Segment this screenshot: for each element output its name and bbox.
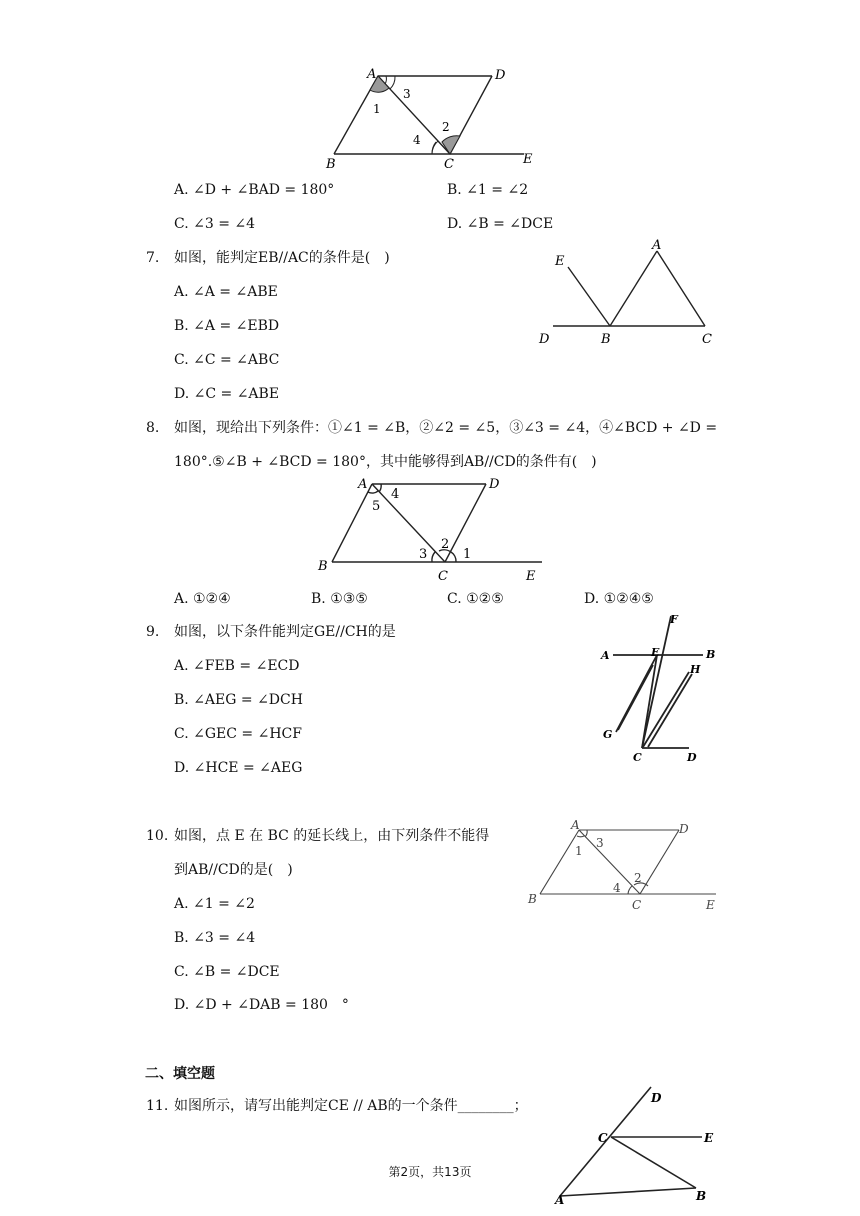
q9-label-D: D: [687, 751, 697, 764]
q6-label-C: C: [444, 157, 454, 170]
q6-label-B: B: [326, 157, 336, 170]
q9-option-d[interactable]: D. ∠HCE = ∠AEG: [174, 760, 303, 776]
q9-label-H: H: [690, 663, 701, 676]
q10-label-A: A: [571, 818, 580, 832]
q9-label-E: E: [651, 646, 660, 659]
q10-label-C: C: [632, 898, 642, 912]
q7-option-b[interactable]: B. ∠A = ∠EBD: [174, 318, 280, 334]
q8-label-A: A: [358, 477, 368, 492]
q6-label-E: E: [523, 152, 533, 167]
q8-label-C: C: [438, 569, 448, 584]
q8-stem-line1: 如图，现给出下列条件：①∠1 = ∠B，②∠2 = ∠5，③∠3 = ∠4，④∠BCD + ∠D =: [174, 420, 718, 436]
q10-label-B: B: [528, 892, 537, 906]
q10-angle-2: 2: [634, 871, 642, 885]
q8-option-a[interactable]: A. ①②④: [174, 591, 231, 607]
q6-label-A: A: [367, 67, 377, 82]
q7-label-B: B: [601, 332, 611, 347]
q8-label-E: E: [526, 569, 536, 584]
q11-number: 11.: [146, 1098, 169, 1114]
q7-label-C: C: [702, 332, 712, 347]
q8-angle-3: 3: [419, 547, 428, 562]
q9-label-A: A: [601, 649, 610, 662]
q11-label-A: A: [555, 1193, 565, 1206]
q8-label-B: B: [318, 559, 328, 574]
q8-angle-1: 1: [463, 547, 472, 562]
q11-stem[interactable]: 如图所示，请写出能判定CE // AB的一个条件________；: [174, 1098, 528, 1114]
q9-label-F: F: [670, 613, 678, 626]
q10-label-D: D: [679, 822, 689, 836]
q10-angle-3: 3: [596, 836, 604, 850]
q10-number: 10.: [146, 828, 169, 844]
q8-option-b[interactable]: B. ①③⑤: [311, 591, 368, 607]
q10-option-c[interactable]: C. ∠B = ∠DCE: [174, 964, 280, 980]
q11-label-D: D: [651, 1091, 662, 1105]
q9-option-b[interactable]: B. ∠AEG = ∠DCH: [174, 692, 303, 708]
q9-label-B: B: [706, 648, 716, 661]
q8-label-D: D: [489, 477, 500, 492]
q9-figure: [595, 610, 720, 770]
q6-angle-2: 2: [442, 120, 450, 134]
q10-angle-1: 1: [575, 844, 583, 858]
q8-number: 8.: [146, 420, 160, 436]
q9-number: 9.: [146, 624, 160, 640]
q6-angle-1: 1: [373, 102, 381, 116]
q8-stem-line2: 180°.⑤∠B + ∠BCD = 180°，其中能够得到AB//CD的条件有( ): [174, 454, 597, 470]
page-footer: 第2页，共13页: [388, 1165, 472, 1179]
q8-option-d[interactable]: D. ①②④⑤: [584, 591, 654, 607]
q7-number: 7.: [146, 250, 160, 266]
q9-option-c[interactable]: C. ∠GEC = ∠HCF: [174, 726, 302, 742]
q7-label-E: E: [555, 254, 565, 269]
q10-label-E: E: [706, 898, 715, 912]
q6-option-d[interactable]: D. ∠B = ∠DCE: [447, 216, 554, 232]
q6-figure: [320, 62, 540, 170]
q11-figure: [550, 1082, 720, 1206]
q11-label-C: C: [598, 1131, 608, 1145]
q10-angle-4: 4: [613, 881, 621, 895]
q10-stem-line1: 如图，点 E 在 BC 的延长线上，由下列条件不能得: [174, 828, 490, 844]
q10-figure: [524, 816, 720, 914]
q8-angle-5: 5: [372, 499, 381, 514]
q10-option-a[interactable]: A. ∠1 = ∠2: [174, 896, 255, 912]
q10-option-d[interactable]: D. ∠D + ∠DAB = 180 °: [174, 997, 349, 1013]
q8-angle-2: 2: [441, 537, 450, 552]
q8-option-c[interactable]: C. ①②⑤: [447, 591, 504, 607]
q6-option-a[interactable]: A. ∠D + ∠BAD = 180°: [174, 182, 335, 198]
q6-option-b[interactable]: B. ∠1 = ∠2: [447, 182, 529, 198]
q7-option-a[interactable]: A. ∠A = ∠ABE: [174, 284, 278, 300]
q9-stem: 如图，以下条件能判定GE//CH的是: [174, 624, 396, 640]
q7-figure: [535, 232, 720, 350]
q6-label-D: D: [495, 68, 506, 83]
q9-label-G: G: [603, 728, 613, 741]
q7-label-D: D: [539, 332, 550, 347]
q7-option-d[interactable]: D. ∠C = ∠ABE: [174, 386, 280, 402]
q6-angle-4: 4: [413, 133, 421, 147]
q11-label-E: E: [704, 1131, 714, 1145]
q10-stem-line2: 到AB//CD的是( ): [174, 862, 293, 878]
q8-figure: [312, 472, 552, 584]
q6-option-c[interactable]: C. ∠3 = ∠4: [174, 216, 256, 232]
q7-option-c[interactable]: C. ∠C = ∠ABC: [174, 352, 280, 368]
q7-label-A: A: [652, 238, 662, 253]
q11-label-B: B: [696, 1189, 707, 1203]
section-fill-in-title: 二、填空题: [145, 1066, 215, 1082]
q9-option-a[interactable]: A. ∠FEB = ∠ECD: [174, 658, 300, 674]
q10-option-b[interactable]: B. ∠3 = ∠4: [174, 930, 256, 946]
q9-label-C: C: [633, 751, 642, 764]
q7-stem: 如图，能判定EB//AC的条件是( ): [174, 250, 390, 266]
q8-angle-4: 4: [391, 487, 400, 502]
q6-angle-3: 3: [403, 87, 411, 101]
